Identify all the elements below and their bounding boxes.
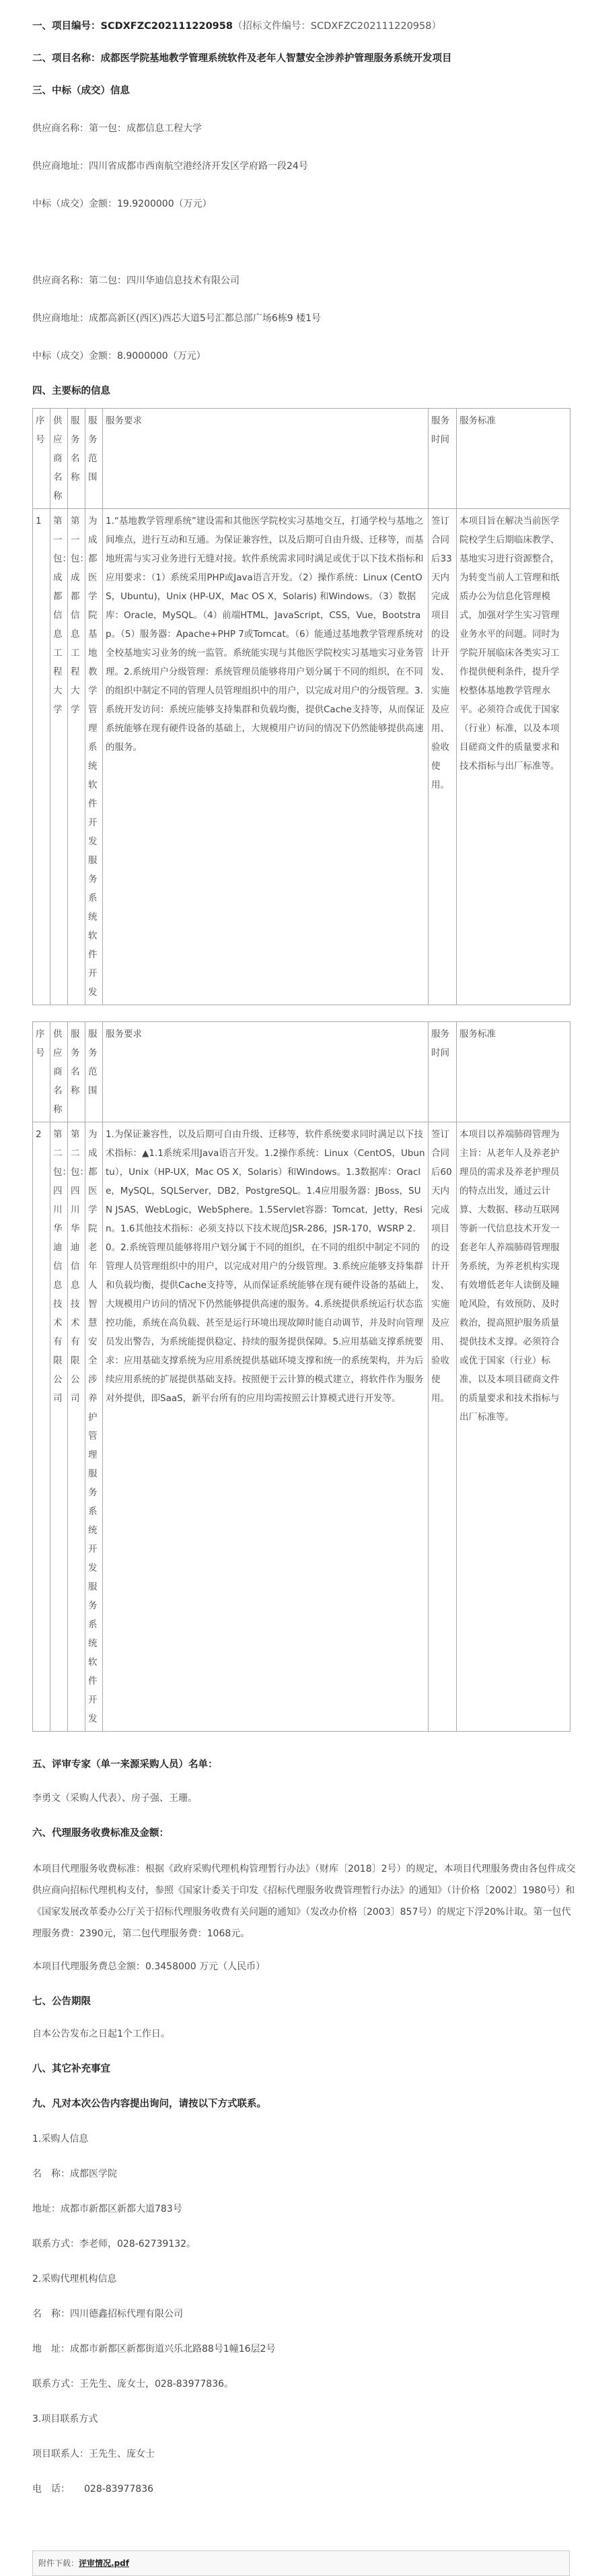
header-no: 序号 (33, 1022, 50, 1122)
experts-heading: 五、评审专家（单一来源采购人员）名单： (32, 1759, 218, 1770)
main-info-heading: 四、主要标的信息 (32, 386, 110, 397)
table-row (33, 1122, 570, 1732)
row-standard: 本项目以养端肺碍管理为主旨：从老年人及养老护理员的需求及养老护理员的特点出发，通过云计算、大数据、移动互联网等新一代信息技术开发一套老年人养端肺碍管理服务系统，为养老机构实现有效增低老年人读倒及瞳呛风险，有效预防、及时救治，提高照护服务质量提供技术支撑。必须符合或优于国家（行业）标准，以及本项目磋商文件的质量要求和技术指标与出厂标准等。 (457, 1122, 570, 1732)
table-header-row (33, 1022, 570, 1122)
buyer-contact: 联系方式：李老师，028-62739132。 (32, 2239, 196, 2249)
notice-period-heading: 七、公告期限 (32, 1996, 91, 2007)
header-scope: 服务范围 (85, 409, 103, 509)
row-service-name: 第二包：四川华迪信息技术有限公司 (68, 1122, 85, 1732)
contact-heading: 九、凡对本次公告内容提出询问，请按以下方式联系。 (32, 2099, 266, 2109)
row-time: 签订合同后33天内完成项目的设计开发、实施及应用、验收使用。 (429, 509, 457, 1005)
notice-period-text: 自本公告发布之日起1个工作日。 (32, 2029, 170, 2039)
other-heading: 八、其它补充事宜 (32, 2064, 110, 2074)
package2-supplier: 供应商名称：第二包：四川华迪信息技术有限公司 (32, 275, 239, 286)
row-supplier: 第一包：成都信息工程大学 (50, 509, 68, 1005)
row-scope: 为成都医学院基地教学管理系统软件开发服务系统软件开发 (85, 509, 103, 1005)
header-scope: 服务范围 (85, 1022, 103, 1122)
agency-title: 2.采购代理机构信息 (32, 2274, 117, 2284)
attachment-link[interactable]: 评审情况.pdf (79, 2558, 129, 2568)
agency-address: 地 址：成都市新都区新都街道兴乐北路88号1幢16层2号 (32, 2344, 276, 2354)
header-time: 服务时间 (429, 409, 457, 509)
package2-amount: 中标（成交）金额：8.9000000（万元） (32, 351, 206, 362)
header-service-name: 服务名称 (68, 1022, 85, 1122)
row-standard: 本项目旨在解决当前医学院校学生后期临床教学、基地实习进行资源整合，为转变当前人工管理和纸质办公为信息化管理模式，加强对学生实习管理业务水平的问题。同时为学院开展临床各类实习工作提供便利条件，提升学校整体基地教学管理水平。必须符合或优于国家（行业）标准，以及本项目磋商文件的质量要求和技术指标与出厂标准等。 (457, 509, 570, 1005)
attachment-bar (32, 2550, 570, 2576)
table-header-row (33, 409, 570, 509)
experts-names: 李勇文（采购人代表）、房子强、王珊。 (32, 1793, 197, 1804)
header-time: 服务时间 (429, 1022, 457, 1122)
project-number: 一、项目编号：SCDXFZC202111220958（招标文件编号：SCDXFZC202111220958） (32, 21, 441, 32)
buyer-address: 地址：成都市新都区新都大道783号 (32, 2204, 182, 2214)
main-info-table-2 (32, 1021, 570, 1732)
project-name: 二、项目名称：成都医学院基地教学管理系统软件及老年人智慧安全涉养护管理服务系统开发项目 (32, 53, 452, 64)
row-no: 1 (33, 509, 50, 1005)
row-requirement: 1.“基地教学管理系统”建设需和其他医学院校实习基地交互，打通学校与基地之间堆点，进行互动和互通。为保证兼容性，以及后期可自由升级、迁移等，而基地班需与实习业务进行无缝对接。软件系统需求同时满足或优于以下技术指标和应用要求：（1）系统采用PHP或Java语言开发。（2）操作系统：Linux (CentOS，Ubuntu)，Unix (HP-UX，Mac OS X，Solaris) 和Windows。（3）数据库：Oracle，MySQL。（4）前端HTML，JavaScript，CSS，Vue，Bootstrap。（5）服务器：Apache+PHP 7或Tomcat。（6）能通过基地教学管理系统对全校基地实习业务的统一监管。系统能实现与其他医学院校实习基地实习业务管理。2.系统用户分级管理：系统管理员能够将用户划分属于不同的组织，在不同的组织中制定不同的管理人员管理组织中的用户，以完成对用户的分级管理。3.系统开发访问：系统应能够支持集群和负载均衡，提供Cache支持等，从而保证系统能够在现有硬件设备的基础上，大规模用户访问的情况下仍然能够提供高速的服务。 (103, 509, 429, 1005)
header-no: 序号 (33, 409, 50, 509)
buyer-title: 1.采购人信息 (32, 2134, 89, 2144)
header-requirement: 服务要求 (103, 1022, 429, 1122)
row-time: 签订合同后60天内完成项目的设计开发、实施及应用、验收使用。 (429, 1122, 457, 1732)
package2-address: 供应商地址：成都高新区(西区)西芯大道5号汇都总部广场6栋9 楼1号 (32, 313, 322, 324)
row-service-name: 第一包：成都信息工程大学 (68, 509, 85, 1005)
table-row (33, 509, 570, 1005)
header-supplier: 供应商名称 (50, 1022, 68, 1122)
header-standard: 服务标准 (457, 1022, 570, 1122)
package1-address: 供应商地址：四川省成都市西南航空港经济开发区学府路一段24号 (32, 161, 308, 172)
package1-amount: 中标（成交）金额：19.9200000（万元） (32, 199, 212, 209)
row-supplier: 第二包：四川华迪信息技术有限公司 (50, 1122, 68, 1732)
row-no: 2 (33, 1122, 50, 1732)
attachment-label: 附件下载： (38, 2558, 79, 2568)
header-standard: 服务标准 (457, 409, 570, 509)
buyer-name: 名 称：成都医学院 (32, 2169, 117, 2179)
main-info-table-1 (32, 408, 570, 1005)
project-contact-phone: 电 话： 028-83977836 (32, 2484, 154, 2495)
row-scope: 为成都医学院老年人智慧安全涉养护管理服务系统开发服务系统软件开发 (85, 1122, 103, 1732)
project-contact-person: 项目联系人：王先生、庞女士 (32, 2449, 155, 2460)
row-requirement: 1.为保证兼容性，以及后期可自由升级、迁移等，软件系统要求同时满足以下技术指标：▲1.1系统采用Java语言开发。1.2操作系统：Linux（CentOS，Ubuntu），Unix（HP-UX，Mac OS X，Solaris）和Windows。1.3数据库：Oracle，MySQL，SQLServer，DB2，PostgreSQL。1.4应用服务器：JBoss，SUN JSAS，WebLogic，WebSphere。1.5Servlet容器：Tomcat，Jetty，Resin。1.6其他技术指标：必须支持以下技术规范JSR-286，JSR-170，WSRP 2.0。2.系统管理员能够将用户划分属于不同的组织，在不同的组织中制定不同的管理人员管理组织中的用户，以完成对用户的分级管理。3.系统应能够支持集群和负载均衡，提供Cache支持等，从而保证系统能够在现有硬件设备的基础上，大规模用户访问的情况下仍然能够提供高速的服务。4.系统提供系统运行状态监控功能，系统在高负载、甚至是运行环境出现故障时能自动调节，并及时向管理员发出警告，为系统能提供稳定、持续的服务提供保障。5.应用基础支撑系统要求：应用基础支撑系统为应用系统提供基础环境支撑和统一的系统架构，并为后续应用系统的扩展提供基础支持。按照便于云计算的模式建立，将软件作为服务对外提供，即SaaS，新平台所有的应用均需按照云计算模式进行开发等。 (103, 1122, 429, 1732)
header-requirement: 服务要求 (103, 409, 429, 509)
winner-heading: 三、中标（成交）信息 (32, 86, 130, 96)
agency-fee-text: 本项目代理服务收费标准：根据《政府采购代理机构管理暂行办法》（财库〔2018〕2号）的规定，本项目代理服务费由各包件成交供应商向招标代理机构支付，参照《国家计委关于印发《招标代理服务收费管理暂行办法》的通知》（计价格〔2002〕1980号）和《国家发展改革委办公厅关于招标代理服务收费有关问题的通知》（发改办价格〔2003〕857号）的规定下浮20%计取。第一包代理服务费：2390元，第二包代理服务费：1068元。 (32, 1864, 576, 1939)
header-service-name: 服务名称 (68, 409, 85, 509)
agency-contact: 联系方式：王先生、庞女士，028-83977836。 (32, 2379, 234, 2389)
package1-supplier: 供应商名称：第一包：成都信息工程大学 (32, 123, 202, 134)
agency-name: 名 称：四川德鑫招标代理有限公司 (32, 2309, 183, 2319)
header-supplier: 供应商名称 (50, 409, 68, 509)
project-contact-title: 3.项目联系方式 (32, 2414, 98, 2425)
agency-fee-total: 本项目代理服务费总金额：0.3458000 万元（人民币） (32, 1961, 266, 1972)
agency-fee-heading: 六、代理服务收费标准及金额： (32, 1828, 169, 1839)
